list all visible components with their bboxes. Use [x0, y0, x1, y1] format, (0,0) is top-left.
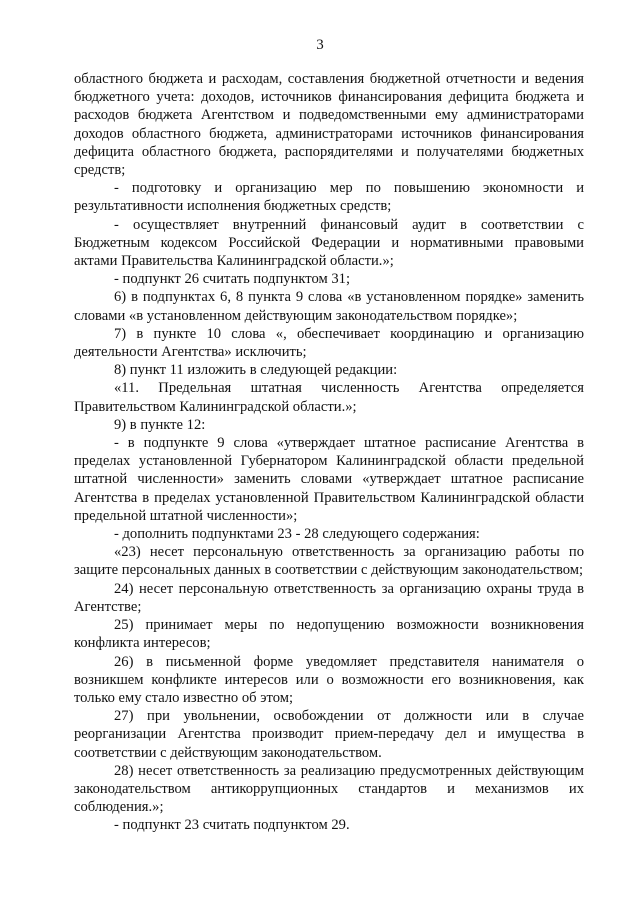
paragraph: - подготовку и организацию мер по повышению экономности и результативности исполнения бюджетных средств;	[74, 180, 584, 215]
paragraph: 25) принимает меры по недопущению возможности возникновения конфликта интересов;	[74, 617, 584, 652]
paragraph: «11. Предельная штатная численность Агентства определяется Правительством Калининградской области.»;	[74, 380, 584, 415]
paragraph: - подпункт 26 считать подпунктом 31;	[114, 271, 351, 288]
paragraph: - дополнить подпунктами 23 - 28 следующего содержания:	[114, 526, 480, 543]
paragraph: 24) несет персональную ответственность за организацию охраны труда в Агентстве;	[74, 580, 584, 615]
page-number: 3	[316, 37, 324, 53]
paragraph: 6) в подпунктах 6, 8 пункта 9 слова «в установленном порядке» заменить словами «в установленном действующим законодательством порядке»;	[74, 289, 584, 324]
paragraph: 7) в пункте 10 слова «, обеспечивает координацию и организацию деятельности Агентства» исключить;	[74, 325, 584, 361]
paragraph: «23) несет персональную ответственность за организацию работы по защите персональных данных в соответствии с действующим законодательством;	[74, 544, 584, 579]
paragraph: 9) в пункте 12:	[114, 416, 206, 433]
paragraph: - в подпункте 9 слова «утверждает штатное расписание Агентства в пределах установленной Губернатором Калининградской области предельной штатной численности» заменить словами «утверждает штатное расписание Агентства в пределах установленной Правительством Калининградской области предельной штатной численности»;	[74, 435, 584, 524]
paragraph: - подпункт 23 считать подпунктом 29.	[114, 817, 350, 834]
paragraph: 8) пункт 11 изложить в следующей редакции:	[114, 362, 398, 379]
paragraph: 26) в письменной форме уведомляет представителя нанимателя о возникшем конфликте интересов или о возможности его возникновения, как только ему стало известно об этом;	[74, 653, 584, 706]
paragraph: областного бюджета и расходам, составления бюджетной отчетности и ведения бюджетного учета: доходов, источников финансирования дефицита бюджета и расходов бюджета Агентством и подведомственными ему администраторами доходов областного бюджета, администраторами источников финансирования дефицита областного бюджета, распорядителями и получателями бюджетных средств;	[74, 71, 584, 179]
paragraph: - осуществляет внутренний финансовый аудит в соответствии с Бюджетным кодексом Российской Федерации и нормативными правовыми актами Правительства Калининградской области.»;	[74, 216, 584, 270]
paragraph: 27) при увольнении, освобождении от должности или в случае реорганизации Агентства производит прием-передачу дел и имущества в соответствии с действующим законодательством.	[74, 708, 584, 761]
paragraph: 28) несет ответственность за реализацию предусмотренных действующим законодательством антикоррупционных стандартов и механизмов их соблюдения.»;	[74, 762, 584, 816]
document-body	[74, 70, 584, 835]
